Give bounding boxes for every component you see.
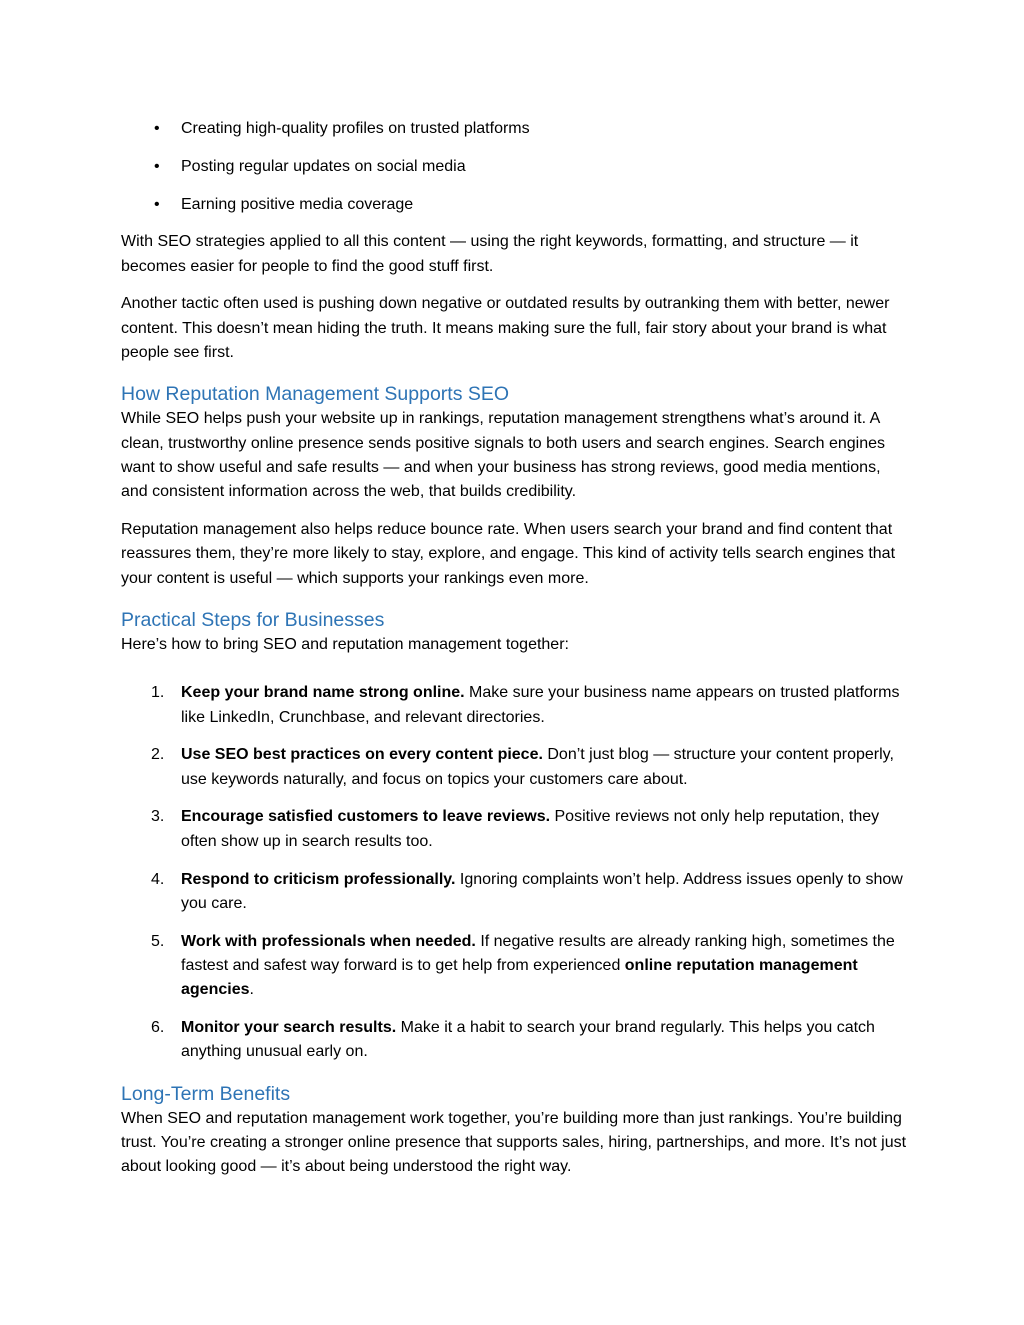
step-number: 1. (151, 684, 165, 702)
step-text: Ignoring complaints won’t help. Address issues openly to show you care. (181, 870, 903, 912)
section-heading: Practical Steps for Businesses (121, 608, 385, 631)
bullet-icon: • (154, 120, 160, 137)
paragraph: Reputation management also helps reduce bounce rate. When users search your brand and find content that reassures them, they’re more likely to stay, explore, and engage. This kind of activity tells search engines that your content is useful — which supports your rankings even more. (121, 521, 896, 587)
document-page (121, 117, 911, 1193)
bullet-item (121, 193, 911, 217)
step-title: Monitor your search results. (181, 1019, 397, 1037)
section-heading: Long-Term Benefits (121, 1082, 291, 1105)
step-item (121, 868, 911, 917)
step-number: 2. (151, 746, 165, 764)
bullet-icon: • (154, 157, 160, 175)
step-text: Make it a habit to search your brand regularly. This helps you catch anything unusual early on. (181, 1019, 875, 1061)
bullet-item (121, 117, 911, 141)
bullet-list (121, 117, 911, 217)
step-title: Keep your brand name strong online. (181, 684, 465, 702)
step-title: Work with professionals when needed. (181, 932, 476, 950)
step-title: Encourage satisfied customers to leave reviews. (181, 808, 551, 826)
steps-list (121, 681, 911, 1064)
section-heading: How Reputation Management Supports SEO (121, 383, 510, 406)
step-title: Respond to criticism professionally. (181, 870, 456, 888)
step-text: Positive reviews not only help reputation, they often show up in search results too. (181, 808, 880, 850)
paragraph: Here’s how to bring SEO and reputation management together: (121, 635, 569, 653)
step-item (121, 743, 911, 792)
step-item (121, 681, 911, 730)
step-text: Make sure your business name appears on trusted platforms like LinkedIn, Crunchbase, and relevant directories. (181, 684, 900, 726)
step-bold-phrase: online reputation management agencies (181, 956, 858, 999)
step-number: 4. (151, 870, 165, 888)
bullet-text: Creating high-quality profiles on trusted platforms (181, 120, 530, 137)
paragraph: Another tactic often used is pushing down negative or outdated results by outranking them with better, newer content. This doesn’t mean hiding the truth. It means making sure the full, fair story about your brand is what people see first. (121, 295, 890, 362)
step-number: 5. (151, 932, 165, 950)
step-item (121, 805, 911, 854)
bullet-text: Posting regular updates on social media (181, 157, 466, 175)
step-number: 3. (151, 808, 165, 826)
step-text: Don’t just blog — structure your content properly, use keywords naturally, and focus on topics your customers care about. (181, 746, 894, 788)
step-title: Use SEO best practices on every content piece. (181, 746, 543, 764)
step-number: 6. (151, 1019, 165, 1037)
step-item (121, 1016, 911, 1065)
bullet-icon: • (154, 195, 160, 213)
paragraph: When SEO and reputation management work together, you’re building more than just rankings. You’re building trust. You’re creating a stronger online presence that supports sales, hiring, partnerships, and more. It’s not just about looking good — it’s about being understood the right way. (121, 1109, 907, 1176)
bullet-text: Earning positive media coverage (181, 195, 414, 213)
paragraph: With SEO strategies applied to all this content — using the right keywords, formatting, and structure — it becomes easier for people to find the good stuff first. (121, 233, 859, 275)
step-text: If negative results are already ranking high, sometimes the fastest and safest way forward is to get help from experienced (181, 932, 895, 974)
paragraph: While SEO helps push your website up in rankings, reputation management strengthens what’s around it. A clean, trustworthy online presence sends positive signals to both users and search engines. Search engines want to show useful and safe results — and when your business has strong reviews, good media mentions, and consistent information across the web, that builds credibility. (121, 410, 886, 501)
bullet-item (121, 155, 911, 179)
step-text: . (249, 981, 254, 999)
step-item (121, 930, 911, 1003)
